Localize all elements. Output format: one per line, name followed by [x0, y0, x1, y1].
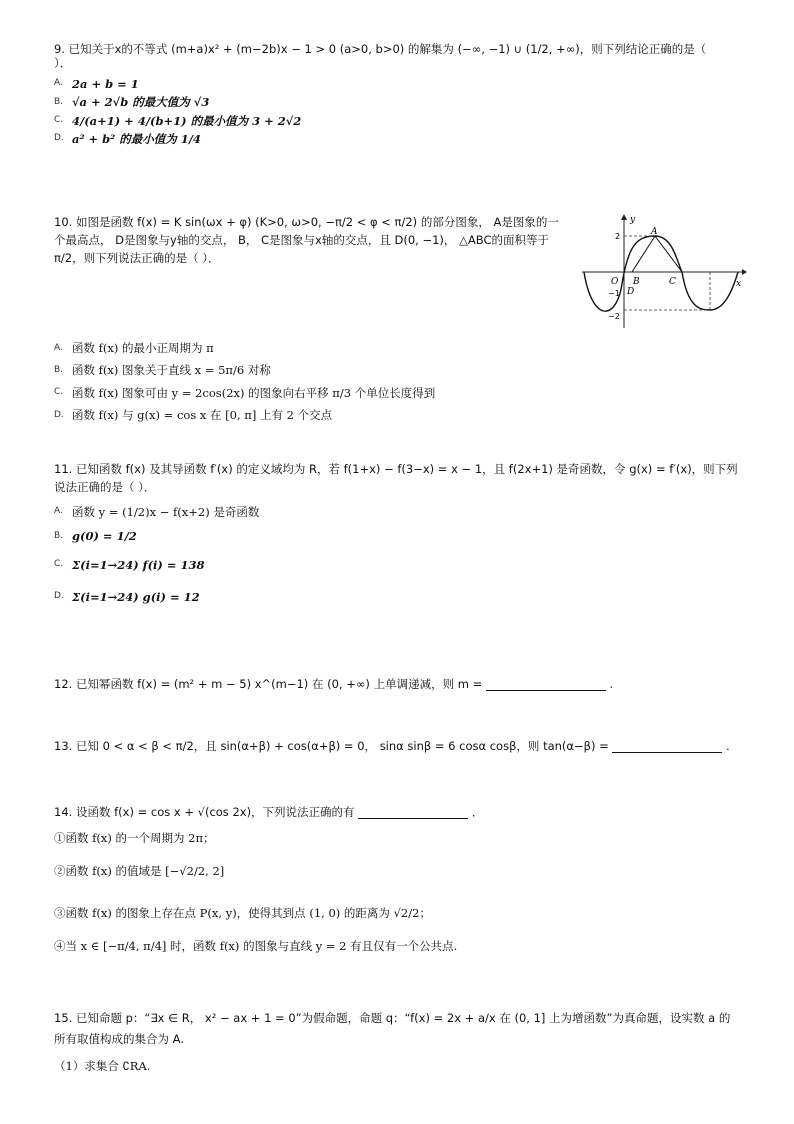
- q14-item-2: ②函数 f(x) 的值域是 [−√2/2, 2]: [54, 863, 225, 878]
- q12-answer-blank[interactable]: [486, 676, 606, 691]
- q14-stem: 14. 设函数 f(x) = cos x + √(cos 2x)，下列说法正确的有: [54, 805, 355, 819]
- q10-stem: 10. 如图是函数 f(x) = K sin(ωx + φ) (K>0, ω>0, −π/2 < φ < π/2) 的部分图象， A是图象的一个最高点， D是图象与y轴的交点， B， C是图象与x轴的交点，且 D(0, −1)， △ABC的面积等于 π/2，则下列说法正确的是（ ）．: [54, 215, 559, 265]
- graph-label-o: O: [611, 277, 619, 287]
- graph-label-b: B: [633, 277, 640, 287]
- q9-option-d: D. a² + b² 的最小值为 1/4: [54, 131, 201, 146]
- q13-stem: 13. 已知 0 < α < β < π/2，且 sin(α+β) + cos(α+β) = 0， sinα sinβ = 6 cosα cosβ，则 tan(α−β) =: [54, 739, 609, 753]
- q14-item-1: ①函数 f(x) 的一个周期为 2π；: [54, 831, 215, 846]
- q9-option-c: C. 4/(a+1) + 4/(b+1) 的最小值为 3 + 2√2: [54, 113, 302, 128]
- question-13: [54, 738, 740, 753]
- q15-stem: 15. 已知命题 p：“∃x ∈ R， x² − ax + 1 = 0”为假命题，命题 q：“f(x) = 2x + a/x 在 (0, 1] 上为增函数”为真命题，设实数 a 的所有取值构成的集合为 A.: [54, 1011, 731, 1046]
- q12-end: .: [609, 677, 614, 691]
- q13-answer-blank[interactable]: [612, 738, 722, 753]
- q11-option-d: D. Σ(i=1→24) g(i) = 12: [54, 589, 200, 604]
- triangle-side-ab: [632, 236, 655, 272]
- question-10: [54, 214, 570, 267]
- question-14: [54, 804, 740, 953]
- q10-option-d: D. 函数 f(x) 与 g(x) = cos x 在 [0, π] 上有 2 个交点: [54, 408, 333, 423]
- q10-function-graph: [578, 212, 748, 332]
- question-9: [54, 42, 740, 146]
- graph-label-x: x: [736, 279, 742, 289]
- question-11: [54, 460, 740, 604]
- q15-sub-question-1: （1）求集合 ∁RA.: [54, 1059, 151, 1074]
- q14-item-3: ③函数 f(x) 的图象上存在点 P(x, y)，使得其到点 (1, 0) 的距离为 √2/2；: [54, 906, 431, 921]
- q10-option-c: C. 函数 f(x) 图象可由 y = 2cos(2x) 的图象向右平移 π/3 个单位长度得到: [54, 385, 436, 400]
- q10-option-b: B. 函数 f(x) 图象关于直线 x = 5π/6 对称: [54, 363, 271, 378]
- graph-label-y: y: [630, 215, 636, 225]
- q11-stem: 11. 已知函数 f(x) 及其导函数 f′(x) 的定义域均为 R，若 f(1+x) − f(3−x) = x − 1，且 f(2x+1) 是奇函数，令 g(x) = f′(x)，则下列说法正确的是（ ）．: [54, 462, 738, 495]
- q9-option-b: B. √a + 2√b 的最大值为 √3: [54, 95, 210, 110]
- q10-option-a: A. 函数 f(x) 的最小正周期为 π: [54, 341, 214, 355]
- q11-option-a: A. 函数 y = (1/2)x − f(x+2) 是奇函数: [54, 504, 260, 519]
- q12-stem: 12. 已知幂函数 f(x) = (m² + m − 5) x^(m−1) 在 (0, +∞) 上单调递减，则 m =: [54, 677, 483, 691]
- triangle-side-ac: [655, 236, 682, 272]
- q11-option-c: C. Σ(i=1→24) f(i) = 138: [54, 557, 205, 572]
- q14-end: ．: [471, 805, 484, 819]
- graph-label-a: A: [651, 227, 658, 237]
- q9-stem: 9. 已知关于x的不等式 (m+a)x² + (m−2b)x − 1 > 0 (a>0, b>0) 的解集为 (−∞, −1) ∪ (1/2, +∞)，则下列结论正确的是（ ）．: [54, 42, 707, 71]
- graph-x-arrow: [742, 269, 747, 275]
- question-12: [54, 676, 740, 691]
- graph-label-neg-two: −2: [608, 312, 620, 321]
- graph-label-c: C: [669, 277, 676, 287]
- q14-item-4: ④当 x ∈ [−π/4, π/4] 时，函数 f(x) 的图象与直线 y = 2 有且仅有一个公共点.: [54, 938, 458, 953]
- q14-answer-blank[interactable]: [358, 804, 468, 819]
- graph-label-neg-one: −1: [608, 289, 620, 298]
- q9-option-a: A. 2a + b = 1: [54, 76, 139, 91]
- graph-label-d: D: [627, 287, 635, 297]
- q13-end: .: [726, 739, 730, 753]
- graph-label-two: 2: [615, 232, 621, 241]
- graph-y-arrow: [621, 214, 627, 220]
- question-15: [54, 1008, 740, 1074]
- q11-option-b: B. g(0) = 1/2: [54, 529, 137, 544]
- graph-sine-curve: [584, 236, 738, 311]
- question-10-options: [54, 337, 740, 423]
